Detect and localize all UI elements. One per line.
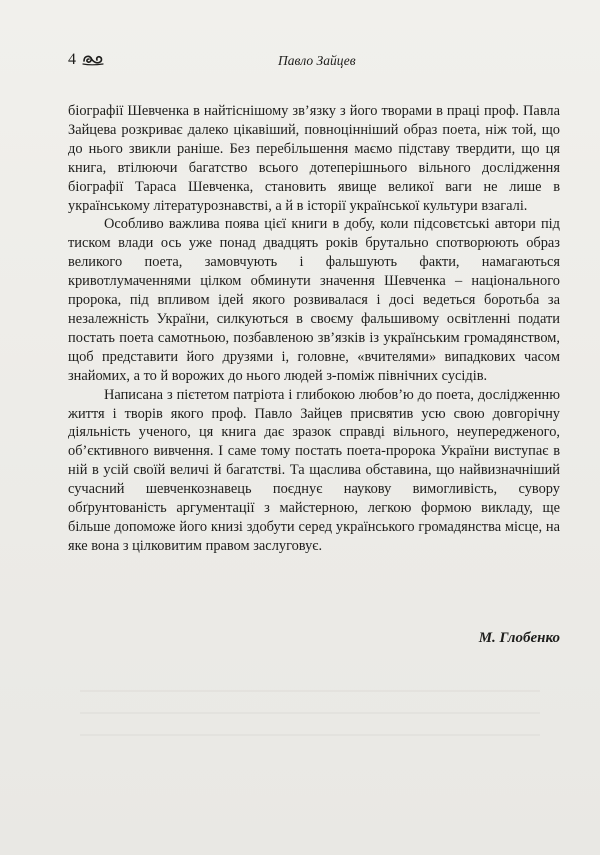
body-text [68,102,560,556]
bleed-through-shadow [80,690,540,692]
paragraph-1: біографії Шевченка в найтіснішому зв’язку з його творами в праці проф. Павла Зайцева розкриває далеко цікавіший, повноцінніший образ поета, ніж той, що до нього звикли раніше. Без перебільшення маємо підставу твердити, що ця книга, втілюючи багатство всього дотеперішнього вільного дослідження біографії Тараса Шевченка, становить явище великої ваги не лише в українському літературознавстві, а й в історії української культури взагалі. [68,103,560,214]
bleed-through-shadow [80,712,540,714]
signature: М. Глобенко [478,630,560,646]
running-title: Павло Зайцев [278,53,356,68]
paragraph-2: Особливо важлива поява цієї книги в добу, коли підсовєтські автори під тиском влади ось уже понад двадцять років брутально спотворюють образ великого поета, замовчують і фальшують факти, намагаються кривотлумаченнями цілком обминути значення Шевченка – національного пророка, під впливом ідей якого розвивалася і досі ведеться боротьба за незалежність України, силкуються в своєму фальшивому освітленні подати постать поета самотньою, позбавленою зв’язків із українським громадянством, щоб представити його друзями і, головне, «вчителями» випадкових часом знайомих, а то й ворожих до нього людей з-поміж північних сусідів. [68,216,560,384]
fleuron-ornament-icon [82,52,104,68]
page-number: 4 [68,51,76,68]
page-header [68,50,548,74]
paragraph-3: Написана з пієтетом патріота і глибокою любов’ю до поета, дослідженню життя і творів якого проф. Павло Зайцев присвятив усю свою довгорічну діяльність ученого, ця книга дає зразок справді вільного, неупередженого, об’єктивного вивчення. І саме тому постать поета-пророка України виступає в ній в усій своїй величі й багатстві. Та щаслива обставина, що найвизначніший сучасний шевченкознавець поєднує наукову вимогливість, сувору обґрунтованість аргументації з майстерною, легкою формою викладу, ще більше допоможе його книзі здобути серед українського громадянства місце, на яке вона з цілковитим правом заслуговує. [68,386,560,554]
bleed-through-shadow [80,734,540,736]
